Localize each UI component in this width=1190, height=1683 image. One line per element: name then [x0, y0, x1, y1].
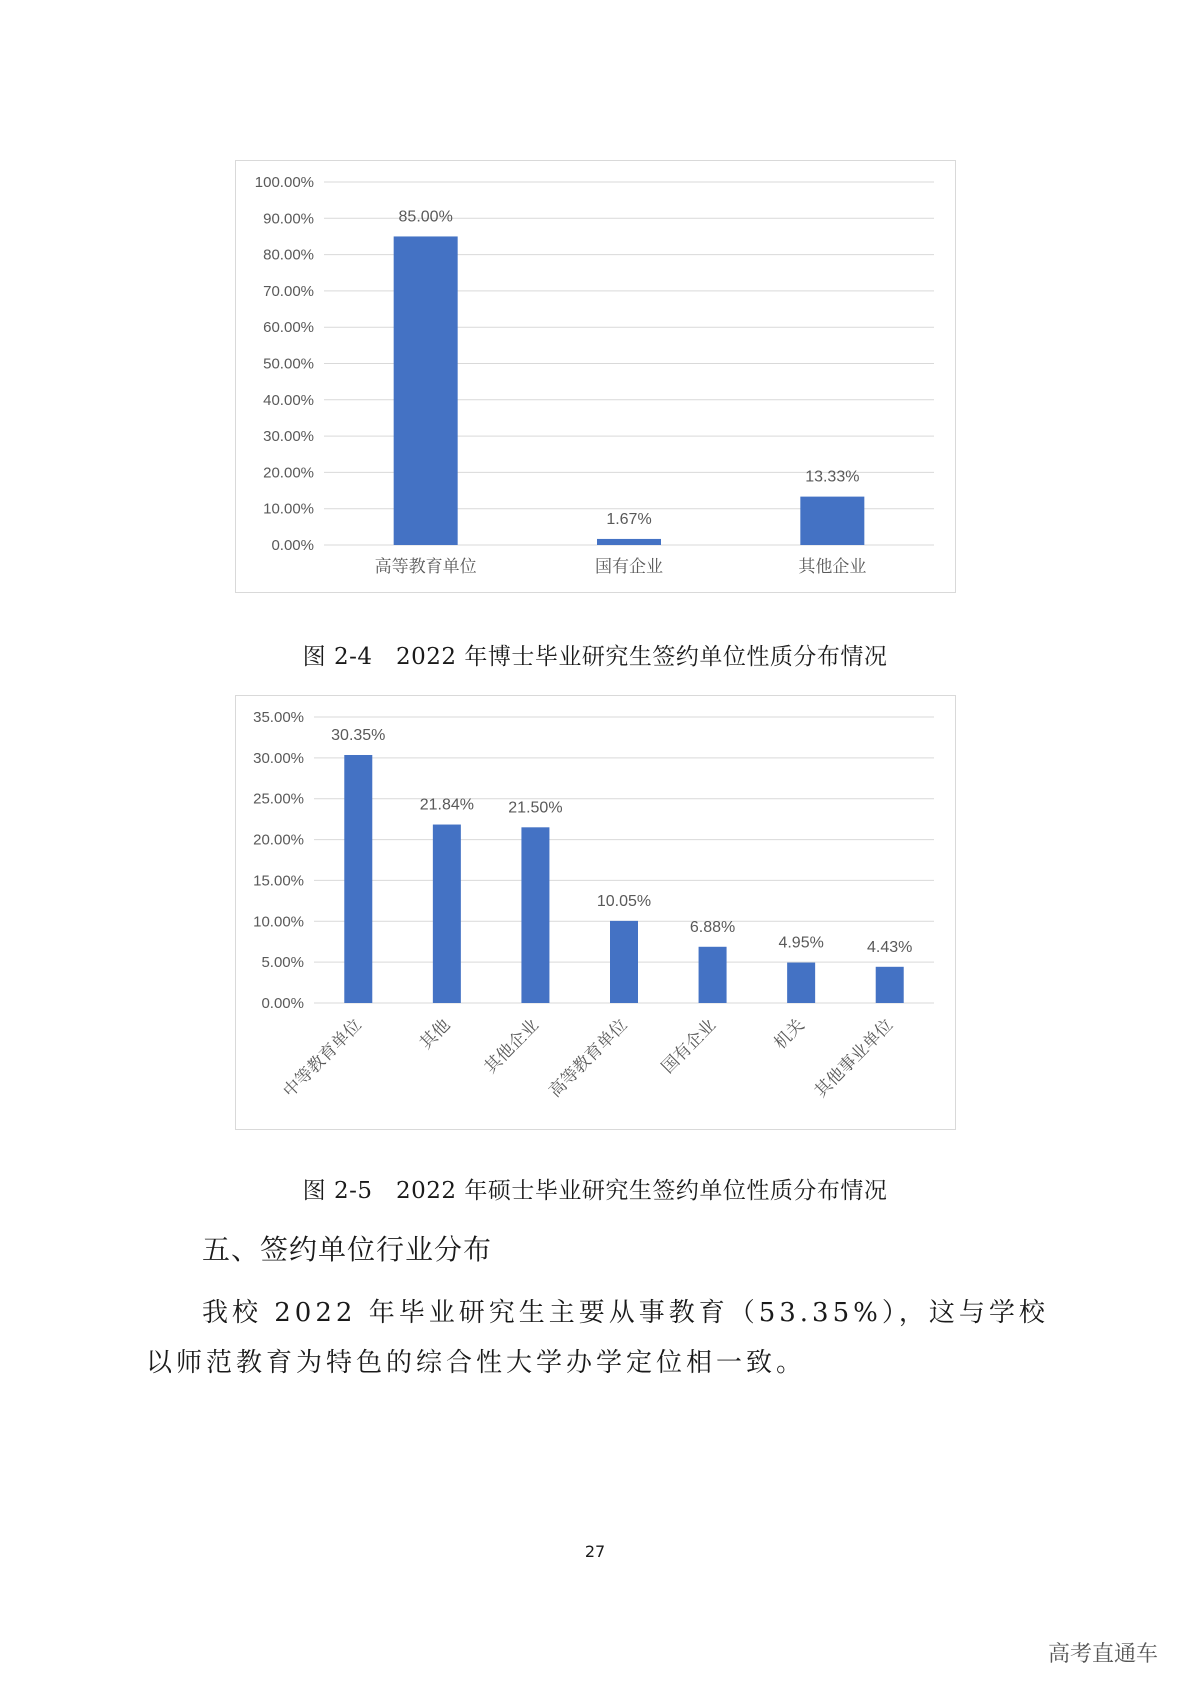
- masters-x-category-label: 高等教育单位: [545, 1015, 631, 1101]
- masters-bar: [344, 755, 372, 1003]
- masters-y-tick-label: 35.00%: [253, 709, 304, 726]
- chart-doctoral: [235, 160, 956, 593]
- doctoral-y-tick-label: 60.00%: [263, 319, 314, 337]
- masters-bar: [610, 921, 638, 1003]
- masters-x-category-label: 其他: [416, 1015, 454, 1053]
- chart-masters-caption: 图 2-5 2022 年硕士毕业研究生签约单位性质分布情况: [302, 1178, 888, 1204]
- masters-data-label: 21.50%: [508, 799, 563, 817]
- doctoral-y-tick-label: 40.00%: [263, 391, 314, 409]
- masters-bar: [876, 967, 904, 1003]
- chart-doctoral-svg: [236, 161, 955, 592]
- doctoral-x-category-label: 其他企业: [798, 557, 867, 576]
- page-number: 27: [584, 1542, 606, 1561]
- masters-bar: [433, 825, 461, 1003]
- doctoral-y-tick-label: 20.00%: [263, 464, 314, 482]
- masters-y-tick-label: 0.00%: [261, 995, 304, 1012]
- doctoral-data-label: 1.67%: [606, 510, 652, 528]
- masters-y-tick-label: 30.00%: [253, 749, 304, 767]
- masters-y-tick-label: 20.00%: [253, 831, 304, 849]
- doctoral-y-tick-label: 0.00%: [271, 537, 314, 554]
- doctoral-y-tick-label: 90.00%: [263, 210, 314, 228]
- doctoral-bar: [597, 539, 661, 545]
- doctoral-y-tick-label: 50.00%: [263, 355, 314, 373]
- section-paragraph: 我校 2022 年毕业研究生主要从事教育（53.35%），这与学校以师范教育为特色的综合性大学办学定位相一致。: [146, 1298, 1049, 1378]
- doctoral-y-tick-label: 30.00%: [263, 428, 314, 446]
- masters-data-label: 21.84%: [419, 796, 474, 814]
- doctoral-data-label: 13.33%: [805, 468, 860, 486]
- masters-bar: [699, 947, 727, 1003]
- masters-data-label: 10.05%: [596, 892, 652, 910]
- chart-masters: [235, 695, 956, 1130]
- chart-doctoral-caption: 图 2-4 2022 年博士毕业研究生签约单位性质分布情况: [302, 644, 888, 670]
- doctoral-y-tick-label: 10.00%: [263, 500, 314, 518]
- masters-x-category-label: 中等教育单位: [279, 1015, 366, 1101]
- masters-x-category-label: 其他企业: [480, 1015, 543, 1077]
- masters-y-tick-label: 25.00%: [253, 790, 304, 808]
- doctoral-y-tick-label: 100.00%: [254, 174, 314, 191]
- masters-x-category-label: 国有企业: [657, 1015, 720, 1077]
- masters-y-tick-label: 5.00%: [261, 954, 304, 972]
- masters-y-tick-label: 10.00%: [253, 913, 304, 931]
- section-heading: 五、签约单位行业分布: [202, 1233, 493, 1266]
- masters-x-category-label: 机关: [770, 1015, 808, 1053]
- masters-bar: [787, 963, 815, 1003]
- doctoral-bar: [394, 236, 458, 545]
- doctoral-x-category-label: 国有企业: [595, 557, 663, 576]
- doctoral-x-category-label: 高等教育单位: [374, 557, 477, 576]
- doctoral-y-tick-label: 70.00%: [263, 282, 314, 300]
- masters-data-label: 4.43%: [867, 938, 913, 956]
- chart-masters-svg: [236, 696, 955, 1129]
- masters-data-label: 6.88%: [689, 918, 736, 936]
- masters-x-category-label: 其他事业单位: [810, 1015, 897, 1101]
- masters-bar: [521, 827, 549, 1003]
- doctoral-data-label: 85.00%: [398, 208, 453, 226]
- doctoral-bar: [800, 497, 864, 545]
- masters-y-tick-label: 15.00%: [253, 872, 304, 890]
- doctoral-y-tick-label: 80.00%: [263, 246, 314, 264]
- watermark: 高考直通车: [1047, 1642, 1158, 1667]
- masters-data-label: 4.95%: [778, 934, 824, 952]
- masters-data-label: 30.35%: [331, 726, 386, 744]
